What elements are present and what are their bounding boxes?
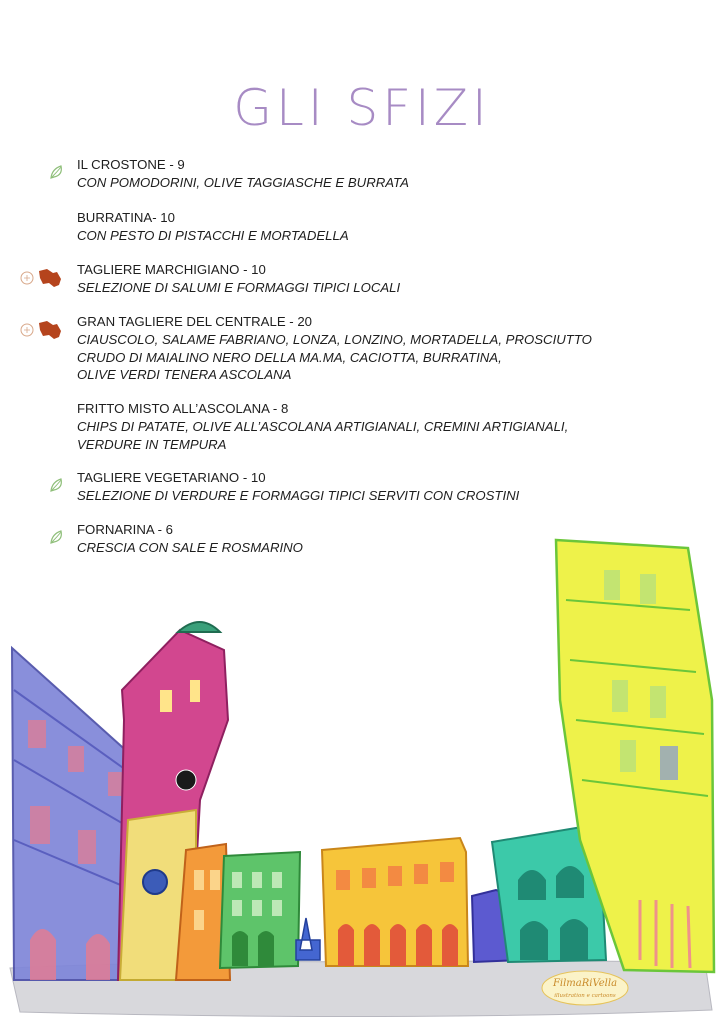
menu-item: [77, 209, 697, 245]
menu-item-name: IL CROSTONE - 9: [77, 157, 185, 172]
menu-item-description: OLIVE VERDI TENERA ASCOLANA: [77, 367, 292, 382]
menu-item-description: CIAUSCOLO, SALAME FABRIANO, LONZA, LONZINO, MORTADELLA, PROSCIUTTO: [77, 332, 592, 347]
menu-item: [77, 400, 697, 453]
signature-name: FilmaRiVella: [552, 978, 618, 989]
menu-item-description: CHIPS DI PATATE, OLIVE ALL’ASCOLANA ARTIGIANALI, CREMINI ARTIGIANALI,: [77, 419, 569, 434]
menu-item-name: TAGLIERE MARCHIGIANO - 10: [77, 262, 266, 277]
menu-item: [77, 156, 697, 192]
menu-item-name: BURRATINA- 10: [77, 210, 175, 225]
menu-item-description: CRUDO DI MAIALINO NERO DELLA MA.MA, CACIOTTA, BURRATINA,: [77, 349, 502, 365]
menu-item-name: TAGLIERE VEGETARIANO - 10: [77, 470, 266, 485]
menu-title: GLI SFIZI: [233, 79, 491, 137]
marche-region-icon: [19, 319, 63, 341]
menu-item-description: VERDURE IN TEMPURA: [77, 436, 227, 452]
illustrator-signature: [540, 968, 630, 1008]
clock-icon: [176, 770, 196, 790]
menu-item-description: CON PESTO DI PISTACCHI E MORTADELLA: [77, 228, 349, 243]
leaf-icon: [50, 478, 66, 492]
leaf-icon: [50, 165, 66, 179]
city-illustration: [0, 530, 724, 1024]
menu-item: [77, 469, 697, 505]
menu-item-name: FORNARINA - 6: [77, 522, 173, 537]
signature-tagline: illustration e cartoons: [554, 993, 616, 999]
marche-region-icon: [19, 267, 63, 289]
menu-item-name: GRAN TAGLIERE DEL CENTRALE - 20: [77, 314, 312, 329]
menu-item-description: CON POMODORINI, OLIVE TAGGIASCHE E BURRATA: [77, 175, 409, 190]
menu-item: [77, 313, 697, 384]
menu-item-description: CRESCIA CON SALE E ROSMARINO: [77, 540, 303, 555]
menu-item-name: FRITTO MISTO ALL’ASCOLANA - 8: [77, 401, 289, 416]
menu-item-description: SELEZIONE DI VERDURE E FORMAGGI TIPICI SERVITI CON CROSTINI: [77, 488, 520, 503]
menu-item-description: SELEZIONE DI SALUMI E FORMAGGI TIPICI LOCALI: [77, 280, 401, 295]
menu-item: [77, 261, 697, 297]
